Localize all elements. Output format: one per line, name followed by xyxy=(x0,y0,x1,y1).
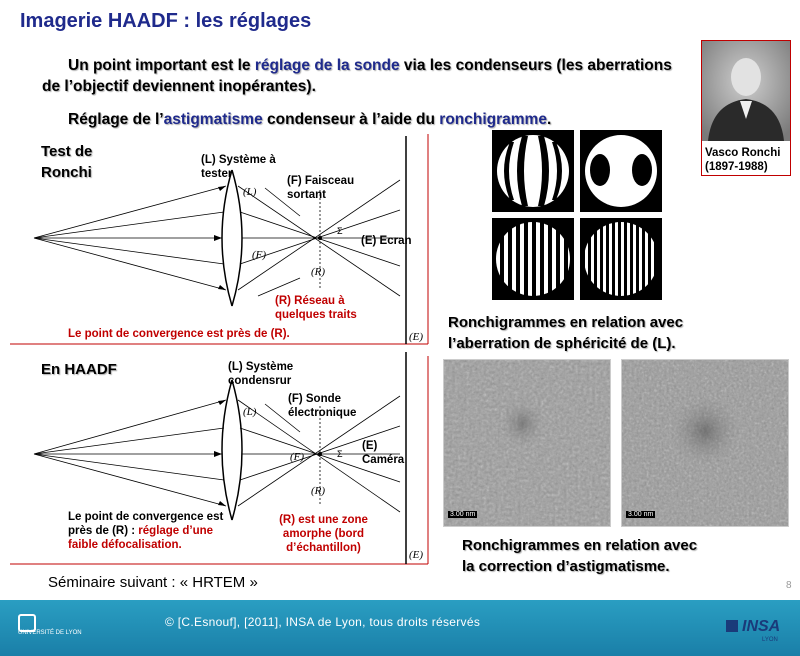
convergence-note-top: Le point de convergence est près de (R). xyxy=(68,328,290,340)
universite-de-lyon-logo xyxy=(18,612,88,640)
ronchi-portrait-frame xyxy=(701,40,791,176)
ronchigram-micrograph-right xyxy=(621,359,789,527)
portrait-dates: (1897-1988) xyxy=(705,161,768,173)
label-condenser: (L) Système condensrur xyxy=(228,361,294,387)
astig-text-pre: Réglage de l’ xyxy=(68,111,164,128)
symbol-E: (E) xyxy=(409,331,424,343)
ronchi-portrait-caption xyxy=(702,146,790,174)
symbol-F: (F) xyxy=(252,249,267,261)
astig-text-mid: condenseur à l’aide du xyxy=(262,111,440,128)
portrait-name: Vasco Ronchi xyxy=(705,147,781,159)
astig-highlight: astigmatisme xyxy=(163,111,263,128)
convergence-note-text: Le point de convergence est près de (R) : xyxy=(68,511,224,537)
ronchi-test-heading xyxy=(41,141,92,183)
label-screen: (E) Ecran xyxy=(361,235,412,247)
insa-lyon-logo xyxy=(726,618,792,648)
intro-paragraph xyxy=(42,55,682,97)
insa-logo-text: INSA xyxy=(742,618,781,635)
convergence-note-bottom xyxy=(68,510,238,552)
ronchi-heading-line1: Test de xyxy=(41,143,93,160)
symbol-R: (R) xyxy=(311,266,326,278)
ronchigram-highlight: ronchigramme xyxy=(439,111,547,128)
caption-top-line2: l’aberration de sphéricité de (L). xyxy=(448,335,676,352)
insa-logo-mark xyxy=(726,620,738,632)
ronchigram-2 xyxy=(580,130,662,212)
symbol-E-bottom: (E) xyxy=(409,549,424,561)
intro-text-pre: Un point important est le xyxy=(68,57,255,74)
haadf-heading: En HAADF xyxy=(41,361,117,378)
symbol-R-bottom: (R) xyxy=(311,485,326,497)
symbol-sigma-bottom: Σ xyxy=(337,449,343,459)
label-grating: (R) Réseau à quelques traits xyxy=(275,295,357,321)
caption-bottom-line1: Ronchigrammes en relation avec xyxy=(462,537,698,554)
page-number: 8 xyxy=(786,580,792,591)
intro-text-post: via les condenseurs (les aberrations de l’objectif deviennent inopérantes). xyxy=(42,57,672,95)
astigmatism-correction-caption xyxy=(462,535,697,577)
insa-logo-sub: LYON xyxy=(762,637,778,643)
copyright-notice: © [C.Esnouf], [2011], INSA de Lyon, tous droits réservés xyxy=(165,615,481,629)
scale-bar-right: 3.00 nm xyxy=(628,511,654,518)
symbol-L-bottom: (L) xyxy=(243,406,257,418)
slide-title: Imagerie HAADF : les réglages xyxy=(20,10,312,32)
symbol-F-bottom: (F) xyxy=(290,451,305,463)
ronchi-heading-line2: Ronchi xyxy=(41,164,92,181)
next-seminar-link[interactable]: Séminaire suivant : « HRTEM » xyxy=(48,574,258,591)
label-probe: (F) Sonde électronique xyxy=(288,393,357,419)
symbol-sigma: Σ xyxy=(337,226,343,236)
label-amorphous: (R) est une zone amorphe (bord d’échantillon) xyxy=(279,514,368,554)
symbol-L: (L) xyxy=(243,186,257,198)
scale-bar-left: 3.00 nm xyxy=(450,511,476,518)
univ-logo-text: UNIVERSITÉ DE LYON xyxy=(18,630,82,636)
spherical-aberration-caption xyxy=(448,312,683,354)
ronchigram-3 xyxy=(492,218,574,300)
ronchigram-1 xyxy=(492,130,574,212)
astigmatism-paragraph xyxy=(68,109,688,130)
ronchigram-micrograph-left xyxy=(443,359,611,527)
ronchigram-grid xyxy=(492,130,662,302)
label-system-to-test: (L) Système à tester xyxy=(201,154,276,180)
label-output-beam: (F) Faisceau sortant xyxy=(287,175,355,201)
intro-highlight: réglage de la sonde xyxy=(254,57,400,74)
astig-text-post: . xyxy=(546,111,552,128)
ronchi-portrait-image xyxy=(702,41,790,141)
ronchigram-4 xyxy=(580,218,662,300)
caption-top-line1: Ronchigrammes en relation avec xyxy=(448,314,684,331)
caption-bottom-line2: la correction d’astigmatisme. xyxy=(462,558,670,575)
convergence-note-red: réglage d’une faible défocalisation. xyxy=(68,525,214,551)
label-camera: (E) Caméra xyxy=(362,440,405,466)
